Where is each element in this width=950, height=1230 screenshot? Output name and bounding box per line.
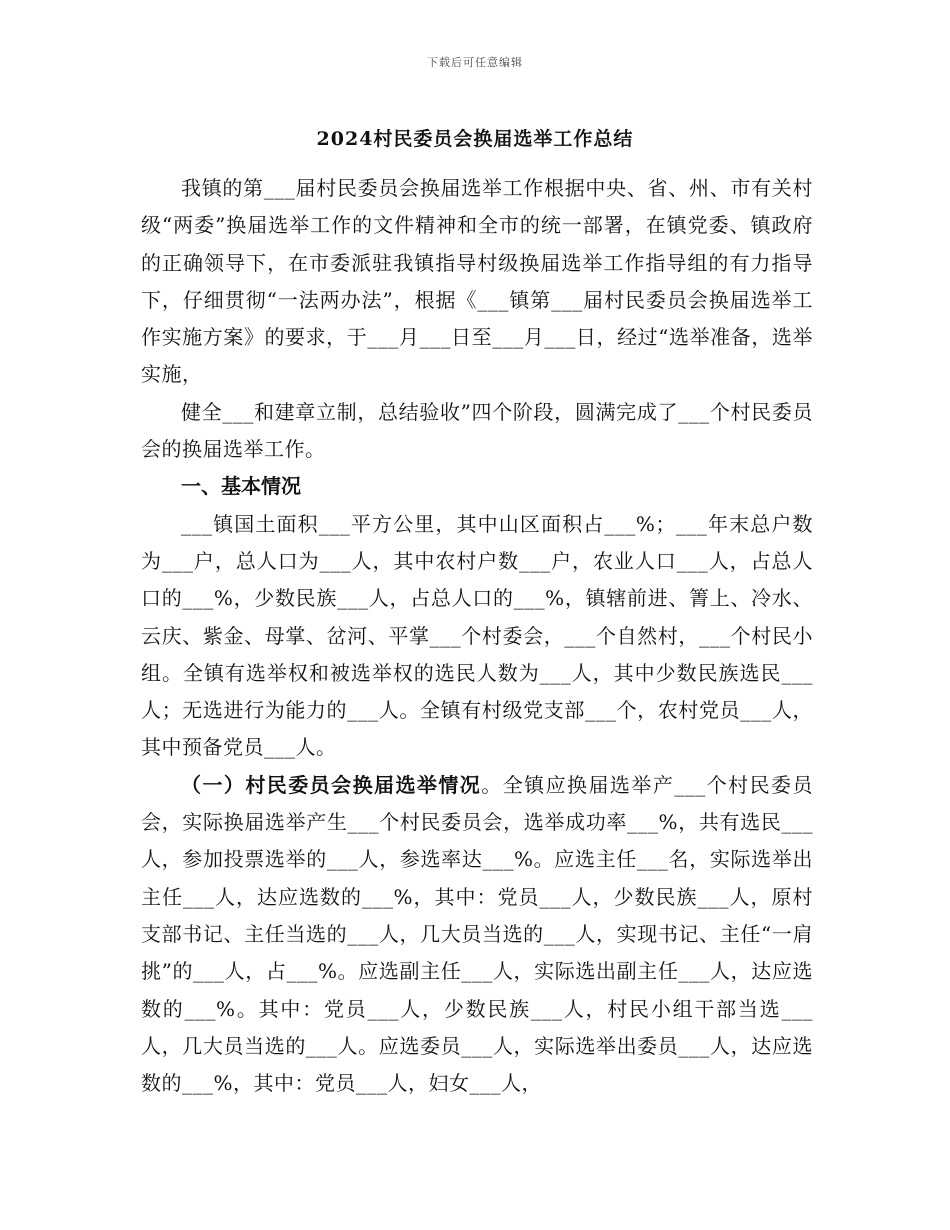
header-note: 下载后可任意编辑 bbox=[427, 56, 523, 69]
intro-paragraph: 我镇的第___届村民委员会换届选举工作根据中央、省、州、市有关村级“两委”换届选举工作的文件精神和全市的统一部署，在镇党委、镇政府的正确领导下，在市委派驻我镇指导村级换届选举工作指导组的有力指导下，仔细贯彻“一法两办法”，根据《___镇第___届村民委员会换届选举工作实施方案》的要求，于___月___日至___月___日，经过“选举准备，选举实施， bbox=[141, 176, 813, 387]
subsection-heading-village-election: （一）村民委员会换届选举情况 bbox=[181, 772, 482, 797]
basic-situation-paragraph: ___镇国土面积___平方公里，其中山区面积占___%；___年末总户数为___户，总人口为___人，其中农村户数___户，农业人口___人，占总人口的___%，少数民族___人，占总人口的___%，镇辖前进、箐上、冷水、云庆、紫金、母掌、岔河、平掌___个村委会，___个自然村，___个村民小组。全镇有选举权和被选举权的选民人数为___人，其中少数民族选民___人；无选进行为能力的___人。全镇有村级党支部___个，农村党员___人，其中预备党员___人。 bbox=[141, 511, 813, 760]
section-heading-basic-situation: 一、基本情况 bbox=[181, 474, 301, 499]
election-situation-text: 。全镇应换届选举产___个村民委员会，实际换届选举产生___个村民委员会，选举成功率___%，共有选民___人，参加投票选举的___人，参选率达___%。应选主任___名，实际选举出主任___人，达应选数的___%，其中：党员___人，少数民族___人，原村支部书记、主任当选的___人，几大员当选的___人，实现书记、主任“一肩挑”的___人，占___%。应选副主任___人，实际选出副主任___人，达应选数的___%。其中：党员___人，少数民族___人，村民小组干部当选___人，几大员当选的___人。应选委员___人，实际选举出委员___人，达应选数的___%，其中：党员___人，妇女___人， bbox=[141, 772, 813, 1096]
document-title: 2024村民委员会换届选举工作总结 bbox=[316, 128, 634, 150]
election-situation-paragraph bbox=[141, 767, 813, 1103]
intro-paragraph-continued: 健全___和建章立制，总结验收”四个阶段，圆满完成了___个村民委员会的换届选举工作。 bbox=[141, 399, 813, 462]
document-body bbox=[141, 170, 813, 1102]
